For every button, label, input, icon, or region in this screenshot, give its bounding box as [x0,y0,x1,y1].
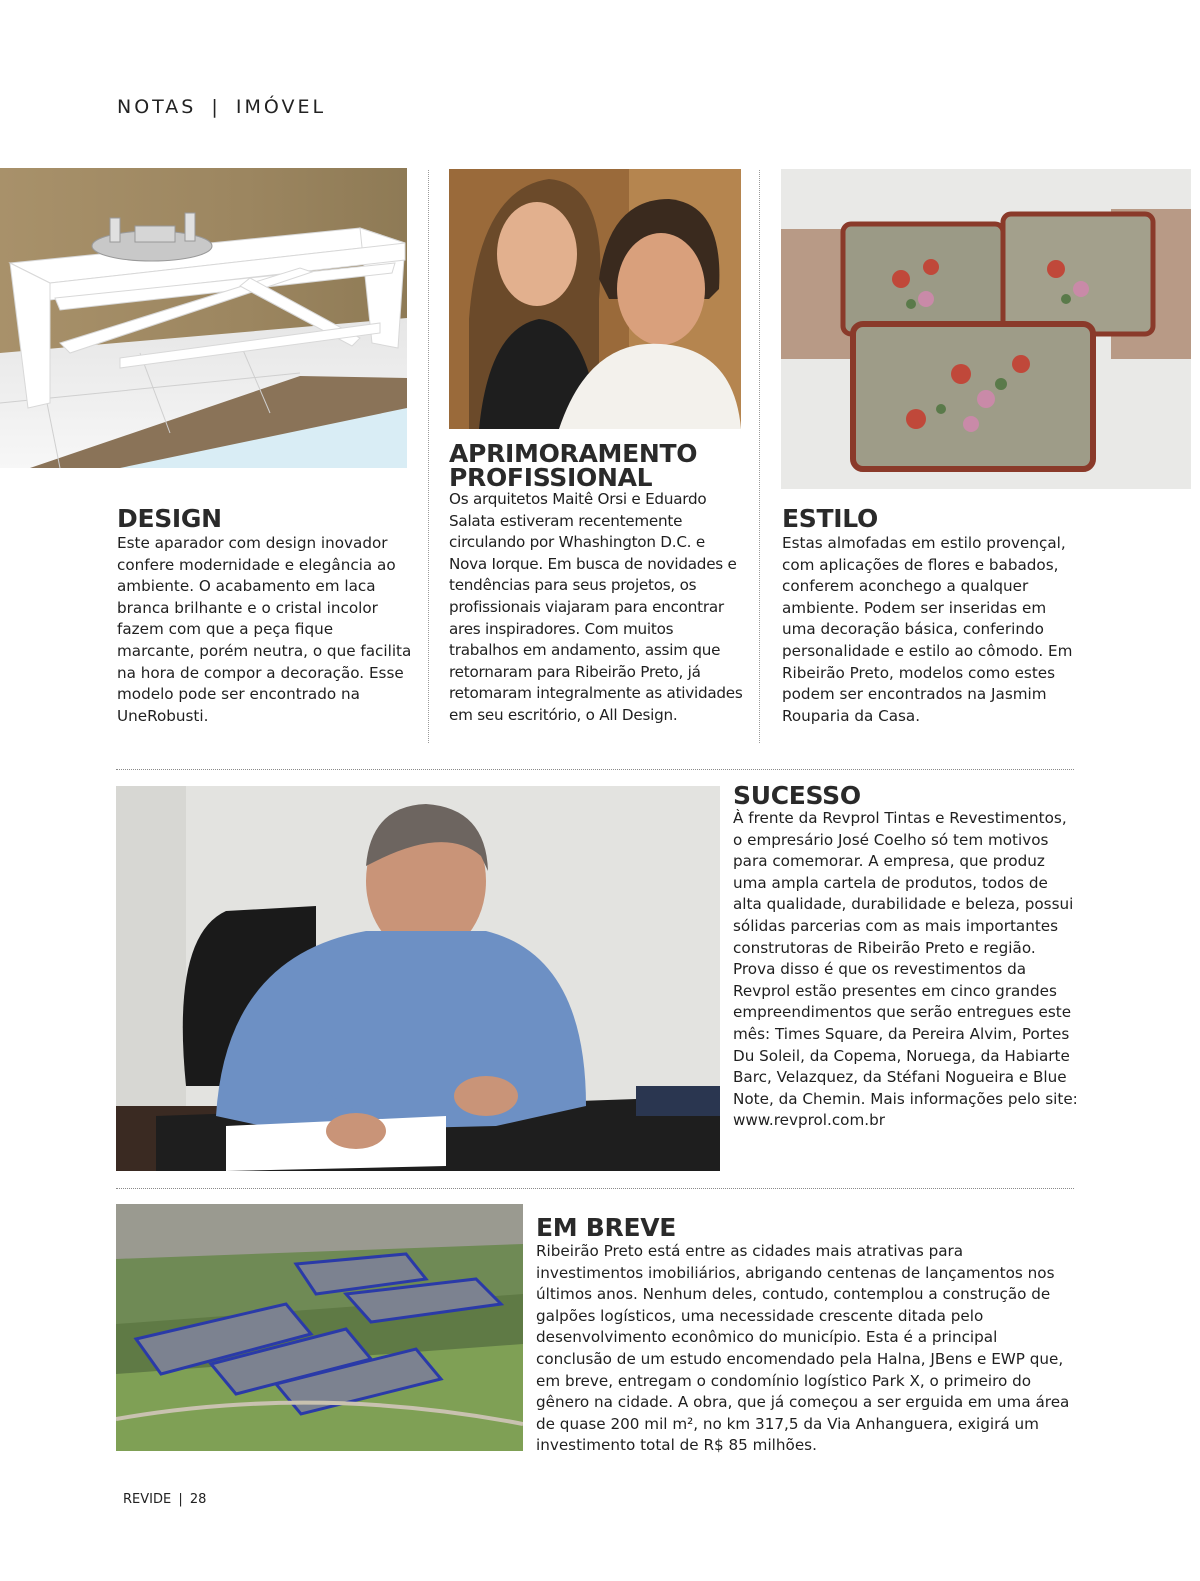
estilo-headline: ESTILO [782,504,878,533]
page-number: 28 [189,1492,207,1507]
pillows-photo [781,169,1191,489]
footer-separator: | [178,1492,183,1507]
aprimoramento-text: Os arquitetos Maitê Orsi e Eduardo Salata estiveram recentemente circulando por Whashington D.C. e Nova Iorque. Em busca de novidades e tendências para seus projetos, os profissionais viajaram para encontrar ares inspiradores. Com muitos trabalhos em andamento, assim que retornaram para Ribeirão Preto, já retomaram integralmente as atividades em seu escritório, o All Design. [449,490,743,724]
architects-photo [449,169,741,429]
console-table-photo [0,168,407,468]
section-divider-top [116,769,1074,770]
section-divider-bottom [116,1188,1074,1189]
aprimoramento-headline [449,439,698,492]
aprimoramento-headline-line2: PROFISSIONAL [449,463,653,492]
magazine-name: REVIDE [123,1492,172,1507]
section-label: NOTAS [117,96,197,118]
header-separator: | [211,96,221,118]
category-label: IMÓVEL [235,96,327,118]
column-divider-left [428,170,429,743]
aerial-warehouses-photo [116,1204,523,1451]
aprimoramento-headline-line1: APRIMORAMENTO [449,439,698,468]
page-footer [123,1492,206,1507]
section-header [117,96,326,118]
em-breve-text: Ribeirão Preto está entre as cidades mais atrativas para investimentos imobiliários, abrigando centenas de lançamentos nos últimos anos. Nenhum deles, contudo, contemplou a construção de galpões logísticos, uma necessidade crescente ditada pelo desenvolvimento econômico do município. Esta é a principal conclusão de um estudo encomendado pela Halna, JBens e EWP que, em breve, entregam o condomínio logístico Park X, o primeiro do gênero na cidade. A obra, que já começou a ser erguida em uma área de quase 200 mil m², no km 317,5 da Via Anhanguera, exigirá um investimento total de R$ 85 milhões. [536,1242,1070,1455]
column-divider-right [759,170,760,743]
sucesso-text: À frente da Revprol Tintas e Revestimentos, o empresário José Coelho só tem motivos para comemorar. A empresa, que produz uma ampla cartela de produtos, todos de alta qualidade, durabilidade e beleza, possui sólidas parcerias com as mais importantes construtoras de Ribeirão Preto e região. Prova disso é que os revestimentos da Revprol estão presentes em cinco grandes empreendimentos que serão entregues este mês: Times Square, da Pereira Alvim, Portes Du Soleil, da Copema, Noruega, da Habiarte Barc, Velazquez, da Stéfani Nogueira e Blue Note, da Chemin. Mais informações pelo site: www.revprol.com.br [733,809,1078,1130]
design-text: Este aparador com design inovador confere modernidade e elegância ao ambiente. O acabamento em laca branca brilhante e o cristal incolor fazem com que a peça fique marcante, porém neutra, o que facilita na hora de compor a decoração. Esse modelo pode ser encontrado na UneRobusti. [117,534,412,725]
businessman-photo [116,786,720,1171]
design-headline: DESIGN [117,504,222,533]
estilo-text: Estas almofadas em estilo provençal, com aplicações de flores e babados, conferem aconchego a qualquer ambiente. Podem ser inseridas em uma decoração básica, conferindo personalidade e estilo ao cômodo. Em Ribeirão Preto, modelos como estes podem ser encontrados na Jasmim Rouparia da Casa. [782,534,1073,725]
em-breve-headline: EM BREVE [536,1213,677,1242]
sucesso-headline: SUCESSO [733,781,861,810]
